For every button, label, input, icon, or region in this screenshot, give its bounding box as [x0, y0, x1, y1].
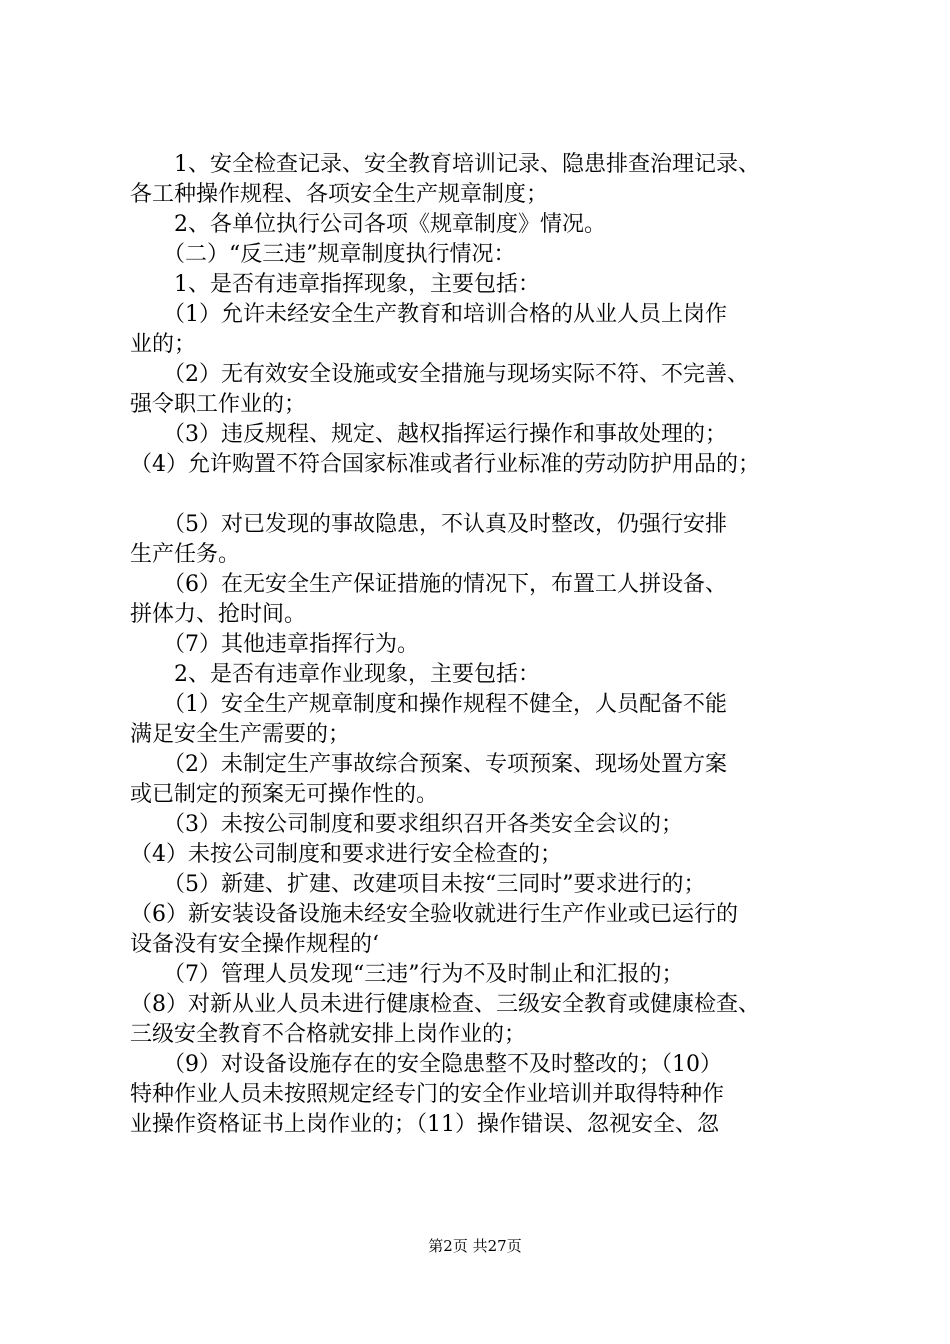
text-line: （4）允许购置不符合国家标准或者行业标准的劳动防护用品的； [130, 452, 760, 477]
blank-line [130, 480, 840, 510]
text-line: 1、安全检查记录、安全教育培训记录、隐患排查治理记录、 [130, 152, 760, 177]
text-line: 各工种操作规程、各项安全生产规章制度； [130, 182, 549, 207]
text-line: （7）管理人员发现“三违”行为不及时制止和汇报的； [130, 962, 684, 987]
text-line: （6）新安装设备设施未经安全验收就进行生产作业或已运行的 [130, 902, 738, 927]
text-line: 2、是否有违章作业现象，主要包括： [130, 662, 540, 687]
text-line: 三级安全教育不合格就安排上岗作业的； [130, 1022, 527, 1047]
text-line: （2）无有效安全设施或安全措施与现场实际不符、不完善、 [130, 362, 749, 387]
text-line: （7）其他违章指挥行为。 [130, 632, 419, 657]
text-line: （8）对新从业人员未进行健康检查、三级安全教育或健康检查、 [130, 992, 760, 1017]
text-line: 设备没有安全操作规程的‘ [130, 932, 379, 957]
text-line: （5）新建、扩建、改建项目未按“三同时”要求进行的； [130, 872, 706, 897]
text-line: 生产任务。 [130, 542, 241, 567]
text-line: 或已制定的预案无可操作性的。 [130, 782, 439, 807]
page-number-footer: 第2页 共27页 [428, 1237, 522, 1255]
text-line: （3）违反规程、规定、越权指挥运行操作和事故处理的； [130, 422, 727, 447]
text-line: （5）对已发现的事故隐患，不认真及时整改，仍强行安排 [130, 512, 727, 537]
text-line: （6）在无安全生产保证措施的情况下，布置工人拼设备、 [130, 572, 727, 597]
text-line: 满足安全生产需要的； [130, 722, 351, 747]
text-line: 业操作资格证书上岗作业的；（11）操作错误、忽视安全、忽 [130, 1112, 719, 1137]
text-line: （1）安全生产规章制度和操作规程不健全，人员配备不能 [130, 692, 727, 717]
section-heading: （二）“反三违”规章制度执行情况： [130, 242, 516, 267]
text-line: （3）未按公司制度和要求组织召开各类安全会议的； [130, 812, 683, 837]
text-line: 强令职工作业的； [130, 392, 307, 417]
text-line: （2）未制定生产事故综合预案、专项预案、现场处置方案 [130, 752, 727, 777]
text-line: （1）允许未经安全生产教育和培训合格的从业人员上岗作 [130, 302, 727, 327]
text-line: 1、是否有违章指挥现象，主要包括： [130, 272, 540, 297]
document-body [130, 150, 840, 1140]
text-line: （4）未按公司制度和要求进行安全检查的； [130, 842, 562, 867]
text-line: 2、各单位执行公司各项《规章制度》情况。 [130, 212, 606, 237]
text-line: （9）对设备设施存在的安全隐患整不及时整改的；（10） [130, 1052, 722, 1077]
text-line: 业的； [130, 332, 197, 357]
text-line: 拼体力、抢时间。 [130, 602, 307, 627]
text-line: 特种作业人员未按照规定经专门的安全作业培训并取得特种作 [130, 1082, 725, 1107]
